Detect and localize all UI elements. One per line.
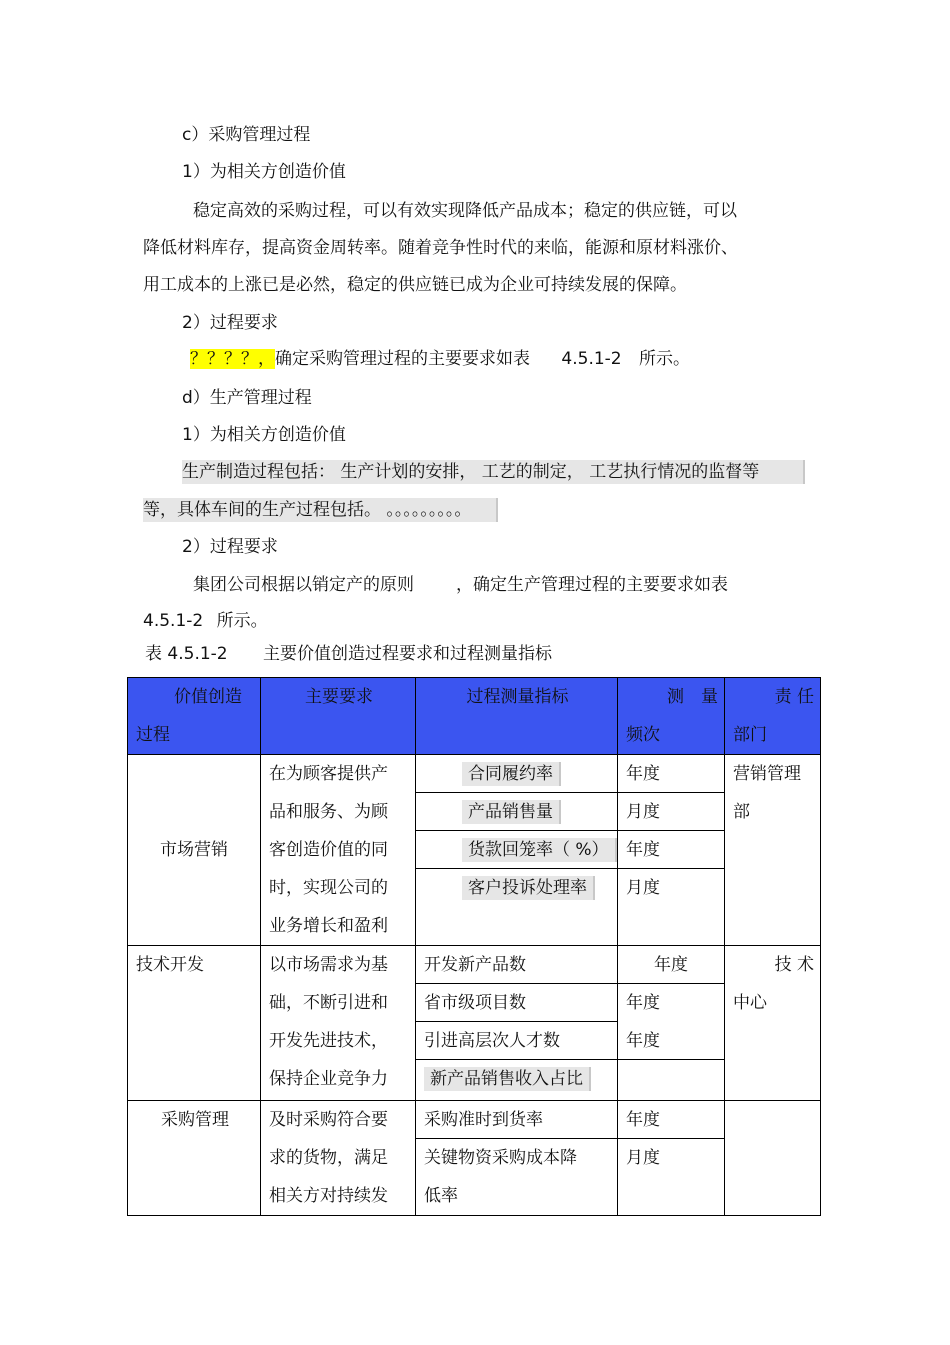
metric-item: 开发新产品数: [416, 946, 617, 984]
process-cell: [128, 755, 261, 946]
frequency-item: 年度: [626, 993, 660, 1013]
requirement-cell: [261, 1101, 416, 1216]
frequency-cell: [618, 755, 725, 946]
header-metric: [416, 678, 618, 755]
metric-item: 产品销售量: [416, 793, 617, 831]
header-department-line1: 责 任: [774, 687, 814, 707]
frequency-item: 年度: [618, 755, 724, 793]
requirement-line: 客创造价值的同: [269, 840, 388, 860]
table-caption-title: 主要价值创造过程要求和过程测量指标: [263, 644, 553, 664]
department-cell: [725, 946, 821, 1101]
requirement-line: 础，不断引进和: [269, 993, 388, 1013]
frequency-cell: [618, 946, 725, 1101]
department-line: 营销管理: [733, 764, 801, 784]
metric-cell: [416, 946, 618, 1101]
requirement-cell: [261, 946, 416, 1101]
requirement-line: 开发先进技术，: [269, 1031, 388, 1051]
frequency-item: 月度: [626, 1148, 660, 1168]
d2-body-text-a: 集团公司根据以销定产的原则: [193, 575, 414, 595]
section-c1-body-line2: 降低材料库存，提高资金周转率。随着竞争性时代的来临，能源和原材料涨价、: [143, 238, 738, 258]
requirement-line: 保持企业竞争力: [269, 1069, 388, 1089]
section-c1-body-line3: 用工成本的上涨已是必然，稳定的供应链已成为企业可持续发展的保障。: [143, 275, 687, 295]
table-row: [128, 755, 821, 946]
metric-item: 货款回笼率（ %）: [416, 831, 617, 869]
table-header-row: [128, 678, 821, 755]
header-requirement: [261, 678, 416, 755]
department-cell: [725, 1101, 821, 1216]
frequency-item: 月度: [626, 878, 660, 898]
metric-cell: [416, 1101, 618, 1216]
c2-body-text: 确定采购管理过程的主要要求如表: [275, 349, 530, 369]
section-c1-title: 1）为相关方创造价值: [182, 162, 346, 182]
frequency-cell: [618, 1101, 725, 1216]
metric-item: 引进高层次人才数: [416, 1022, 617, 1060]
requirement-line: 时，实现公司的: [269, 878, 388, 898]
requirement-line: 业务增长和盈利: [269, 916, 388, 936]
department-cell: [725, 755, 821, 946]
process-name: 采购管理: [161, 1110, 229, 1130]
department-line: 中心: [733, 993, 767, 1013]
requirement-line: 在为顾客提供产: [269, 764, 388, 784]
section-d2-title: 2）过程要求: [182, 537, 278, 557]
requirement-line: 品和服务、为顾: [269, 802, 388, 822]
metric-item: 关键物资采购成本降: [424, 1148, 577, 1168]
header-frequency: [618, 678, 725, 755]
requirement-line: 及时采购符合要: [269, 1110, 388, 1130]
metric-item: 省市级项目数: [416, 984, 617, 1022]
frequency-item: 年度: [618, 831, 724, 869]
table-row: [128, 1101, 821, 1216]
section-d-title: d）生产管理过程: [182, 388, 312, 408]
section-d1-title: 1）为相关方创造价值: [182, 425, 346, 445]
header-department-line2: 部门: [733, 725, 767, 745]
requirement-line: 以市场需求为基: [269, 955, 388, 975]
header-process-line2: 过程: [136, 725, 170, 745]
section-c2-title: 2）过程要求: [182, 313, 278, 333]
table-caption: [145, 642, 552, 666]
highlight-mark: ？？？？，: [190, 349, 275, 369]
c2-body-end: 所示。: [639, 349, 691, 369]
header-requirement-text: 主要要求: [305, 687, 373, 707]
metric-item: 采购准时到货率: [416, 1101, 617, 1139]
header-process-line1: 价值创造: [174, 687, 242, 707]
section-c-title: c）采购管理过程: [182, 125, 311, 145]
metric-item: 客户投诉处理率: [416, 869, 617, 907]
header-process: [128, 678, 261, 755]
header-metric-text: 过程测量指标: [466, 687, 569, 707]
frequency-item: [618, 1060, 724, 1098]
section-d1-body-line1: 生产制造过程包括： 生产计划的安排， 工艺的制定， 工艺执行情况的监督等: [182, 460, 805, 484]
metric-cell: [416, 755, 618, 946]
frequency-item: 年度: [618, 1022, 724, 1060]
d2-body-end: 所示。: [216, 611, 268, 631]
process-cell: [128, 1101, 261, 1216]
header-frequency-line1: 测 量: [667, 687, 718, 707]
d2-body-text-b: ，确定生产管理过程的主要要求如表: [456, 575, 728, 595]
process-name: 市场营销: [160, 840, 228, 860]
department-line: 技 术: [774, 955, 814, 975]
d2-table-ref: 4.5.1-2: [143, 611, 204, 631]
c2-table-ref: 4.5.1-2: [561, 349, 622, 369]
table-row: [128, 946, 821, 1101]
header-department: [725, 678, 821, 755]
metric-item: 新产品销售收入占比: [416, 1060, 617, 1098]
process-table: [127, 677, 821, 1216]
section-c1-body-line1: 稳定高效的采购过程，可以有效实现降低产品成本；稳定的供应链，可以: [193, 201, 737, 221]
table-caption-number: 表 4.5.1-2: [145, 644, 228, 664]
frequency-item: 年度: [618, 1101, 724, 1139]
process-cell: [128, 946, 261, 1101]
header-frequency-line2: 频次: [626, 725, 660, 745]
metric-item: 合同履约率: [416, 755, 617, 793]
department-line: 部: [733, 802, 750, 822]
requirement-line: 相关方对持续发: [269, 1186, 388, 1206]
frequency-item: 月度: [618, 793, 724, 831]
process-name: 技术开发: [136, 955, 204, 975]
requirement-line: 求的货物，满足: [269, 1148, 388, 1168]
section-d2-body-line2: [143, 609, 268, 633]
frequency-item: 年度: [618, 946, 724, 984]
section-c2-body: [190, 347, 690, 371]
requirement-cell: [261, 755, 416, 946]
metric-item: 低率: [424, 1186, 458, 1206]
section-d1-body-line2: 等，具体车间的生产过程包括。 。。。。。。。。。: [143, 498, 498, 522]
section-d2-body-line1: [193, 573, 728, 597]
